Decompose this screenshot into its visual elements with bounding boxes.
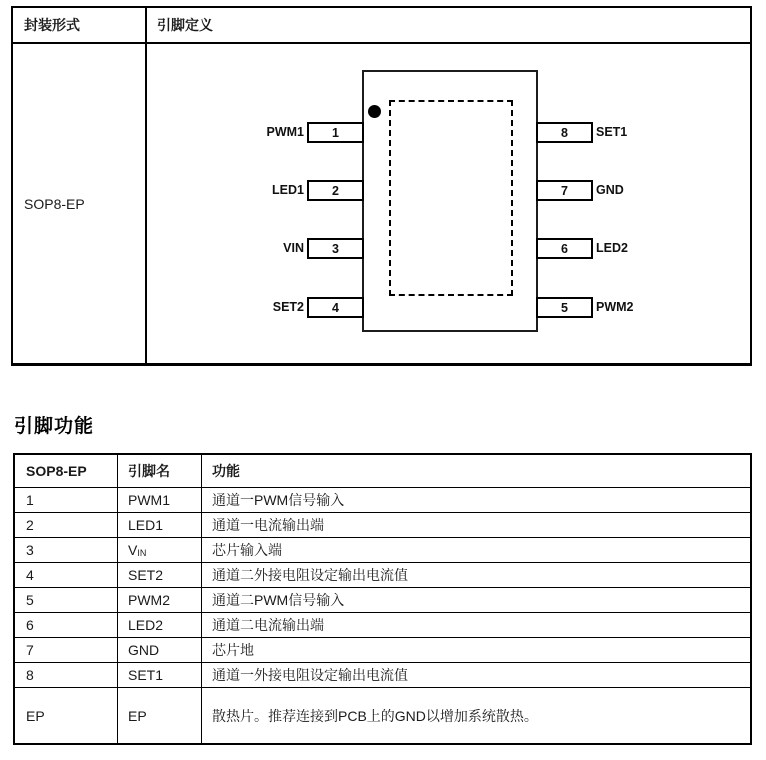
cell-pin-function: 芯片输入端 [212, 542, 282, 558]
cell-pin-name: GND [118, 638, 202, 662]
chip-diagram [147, 44, 750, 363]
cell-pin-number: 8 [15, 663, 118, 687]
header-cell-package-form: 封装形式 [13, 8, 147, 42]
cell-pin-name [118, 538, 202, 562]
pin-box-6: 6 [536, 238, 593, 259]
cell-pin-name: SET2 [118, 563, 202, 587]
package-name: SOP8-EP [13, 44, 147, 363]
pin-box-3: 3 [307, 238, 364, 259]
cell-pin-name: SET1 [118, 663, 202, 687]
pin-box-1: 1 [307, 122, 364, 143]
table-row [15, 538, 750, 563]
pin-name-subscript: IN [137, 548, 147, 558]
pin-function-heading: 引脚功能 [14, 416, 95, 437]
cell-pin-number: 5 [15, 588, 118, 612]
pin-function-table [13, 453, 752, 745]
pin-function-table-header [15, 455, 750, 488]
cell-pin-number: 2 [15, 513, 118, 537]
table-row [15, 513, 750, 538]
table-row [15, 563, 750, 588]
package-table-body [13, 44, 750, 363]
pin-label-set1: SET1 [596, 125, 628, 139]
pin-label-pwm1: PWM1 [266, 125, 304, 139]
package-table-header [13, 8, 750, 44]
table-row [15, 663, 750, 688]
cell-pin-number: 4 [15, 563, 118, 587]
column-header-sop8-ep: SOP8-EP [15, 455, 118, 487]
pin-label-gnd: GND [596, 183, 624, 197]
cell-pin-name: EP [118, 688, 202, 743]
cell-pin-function: 通道二电流输出端 [212, 617, 324, 633]
cell-pin-function: 散热片。推荐连接到PCB上的GND以增加系统散热。 [212, 707, 538, 724]
cell-pin-name: PWM1 [118, 488, 202, 512]
pin-box-2: 2 [307, 180, 364, 201]
header-cell-pin-definition: 引脚定义 [157, 17, 213, 33]
table-row-ep [15, 688, 750, 743]
cell-pin-number: 6 [15, 613, 118, 637]
ep-pad-dashed-outline [389, 100, 513, 296]
pin-label-vin: VIN [283, 241, 304, 255]
package-table [11, 6, 752, 366]
pin-box-7: 7 [536, 180, 593, 201]
pin-label-set2: SET2 [272, 300, 304, 314]
cell-pin-function: 通道二PWM信号输入 [212, 592, 345, 608]
cell-pin-function: 通道一外接电阻设定输出电流值 [212, 667, 408, 683]
table-row [15, 588, 750, 613]
cell-pin-function: 通道一PWM信号输入 [212, 492, 345, 508]
pin-box-4: 4 [307, 297, 364, 318]
cell-pin-function: 通道一电流输出端 [212, 517, 324, 533]
pin-name-v: V [128, 542, 138, 558]
column-header-function: 功能 [212, 463, 240, 479]
cell-pin-number: EP [15, 688, 118, 743]
cell-pin-function: 通道二外接电阻设定输出电流值 [212, 567, 408, 583]
cell-pin-number: 1 [15, 488, 118, 512]
column-header-pin-name: 引脚名 [118, 455, 202, 487]
cell-pin-name: LED2 [118, 613, 202, 637]
cell-pin-name: LED1 [118, 513, 202, 537]
pin-label-led1: LED1 [272, 183, 304, 197]
table-row [15, 638, 750, 663]
cell-pin-name: PWM2 [118, 588, 202, 612]
pin-label-pwm2: PWM2 [596, 300, 634, 314]
pin1-marker-dot [368, 105, 381, 118]
pin-box-8: 8 [536, 122, 593, 143]
table-row [15, 613, 750, 638]
table-row [15, 488, 750, 513]
cell-pin-function: 芯片地 [212, 642, 254, 658]
cell-pin-number: 7 [15, 638, 118, 662]
cell-pin-number: 3 [15, 538, 118, 562]
pin-box-5: 5 [536, 297, 593, 318]
pin-label-led2: LED2 [596, 241, 628, 255]
